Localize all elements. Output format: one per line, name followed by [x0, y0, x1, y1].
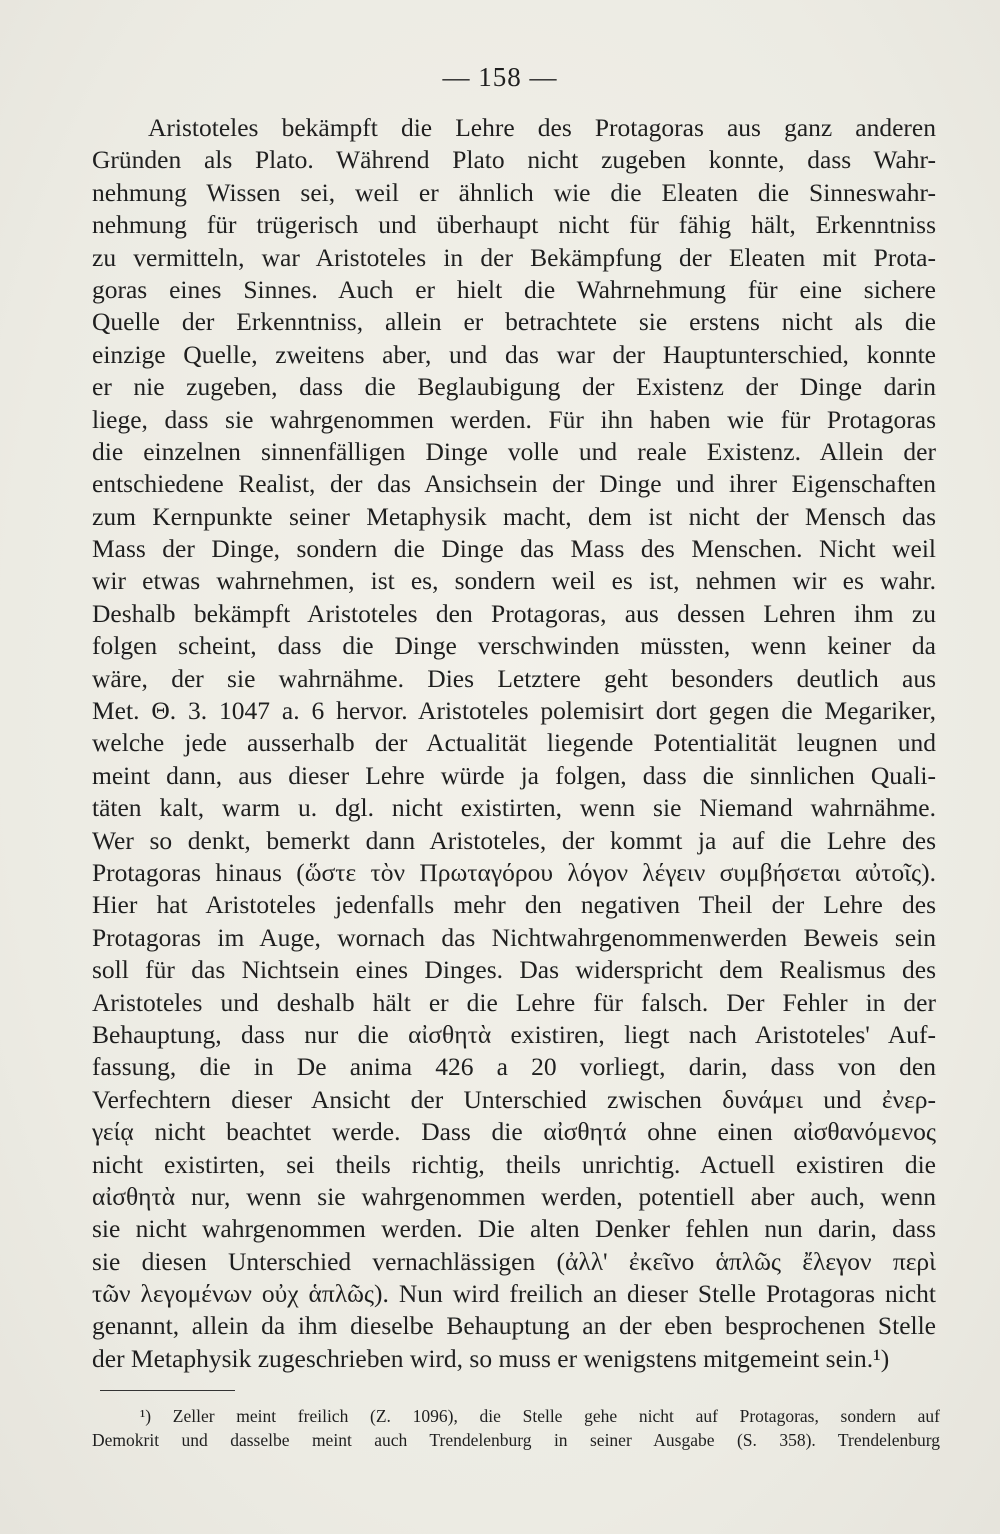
text-line: Protagoras hinaus (ὥστε τὸν Πρωταγόρου λόγον λέγειν συμβήσεται αὐτοῖς). [92, 857, 936, 887]
footnote [92, 1404, 940, 1452]
text-line: einzige Quelle, zweitens aber, und das war der Hauptunterschied, konnte [92, 339, 936, 369]
text-line: fassung, die in De anima 426 a 20 vorliegt, darin, dass von den [92, 1052, 936, 1082]
text-line: Verfechtern dieser Ansicht der Unterschied zwischen δυνάμει und ἐνερ- [92, 1084, 936, 1114]
text-line: wäre, der sie wahrnähme. Dies Letztere geht besonders deutlich aus [92, 663, 936, 693]
text-line: Aristoteles bekämpft die Lehre des Protagoras aus ganz anderen [148, 113, 936, 142]
text-line: liege, dass sie wahrgenommen werden. Für ihn haben wie für Protagoras [92, 404, 936, 434]
text-line: welche jede ausserhalb der Actualität liegende Potentialität leugnen und [92, 728, 936, 758]
text-line: Protagoras im Auge, wornach das Nichtwahrgenommenwerden Beweis sein [92, 922, 936, 952]
body-text [92, 112, 936, 1375]
text-line: goras eines Sinnes. Auch er hielt die Wahrnehmung für eine sichere [92, 274, 936, 304]
text-line: Met. Θ. 3. 1047 a. 6 hervor. Aristoteles polemisirt dort gegen die Megariker, [92, 696, 936, 726]
text-line: Aristoteles und deshalb hält er die Lehre für falsch. Der Fehler in der [92, 987, 936, 1017]
text-line: zum Kernpunkte seiner Metaphysik macht, dem ist nicht der Mensch das [92, 501, 936, 531]
text-line: täten kalt, warm u. dgl. nicht existirten, wenn sie Niemand wahrnähme. [92, 793, 936, 823]
text-line: Behauptung, dass nur die αἰσθητὰ existiren, liegt nach Aristoteles' Auf- [92, 1019, 936, 1049]
text-line: αἰσθητὰ nur, wenn sie wahrgenommen werden, potentiell aber auch, wenn [92, 1181, 936, 1211]
text-line: folgen scheint, dass die Dinge verschwinden müssten, wenn keiner da [92, 631, 936, 661]
text-line: Deshalb bekämpft Aristoteles den Protagoras, aus dessen Lehren ihm zu [92, 598, 936, 628]
text-line: Gründen als Plato. Während Plato nicht zugeben konnte, dass Wahr- [92, 145, 936, 175]
text-line: sie diesen Unterschied vernachlässigen (ἀλλ' ἐκεῖνο ἁπλῶς ἔλεγον περὶ [92, 1246, 936, 1276]
text-line: wir etwas wahrnehmen, ist es, sondern weil es ist, nehmen wir es wahr. [92, 566, 936, 596]
footnote-rule [100, 1390, 235, 1391]
text-line: entschiedene Realist, der das Ansichsein der Dinge und ihrer Eigenschaften [92, 469, 936, 499]
text-line: soll für das Nichtsein eines Dinges. Das widerspricht dem Realismus des [92, 955, 936, 985]
text-line: Wer so denkt, bemerkt dann Aristoteles, der kommt ja auf die Lehre des [92, 825, 936, 855]
text-line: der Metaphysik zugeschrieben wird, so muss er wenigstens mitgemeint sein.¹) [92, 1343, 890, 1373]
footnote-line: ¹) Zeller meint freilich (Z. 1096), die Stelle gehe nicht auf Protagoras, sondern auf [140, 1406, 940, 1426]
text-line: meint dann, aus dieser Lehre würde ja folgen, dass die sinnlichen Quali- [92, 760, 936, 790]
text-line: zu vermitteln, war Aristoteles in der Bekämpfung der Eleaten mit Prota- [92, 242, 936, 272]
footnote-line: Demokrit und dasselbe meint auch Trendelenburg in seiner Ausgabe (S. 358). Trendelenburg [92, 1430, 940, 1450]
text-line: Quelle der Erkenntniss, allein er betrachtete sie erstens nicht als die [92, 307, 936, 337]
text-line: nehmung Wissen sei, weil er ähnlich wie die Eleaten die Sinneswahr- [92, 177, 936, 207]
text-line: Mass der Dinge, sondern die Dinge das Mass des Menschen. Nicht weil [92, 534, 936, 564]
text-line: τῶν λεγομένων οὐχ ἁπλῶς). Nun wird freilich an dieser Stelle Protagoras nicht [92, 1279, 936, 1309]
text-line: Hier hat Aristoteles jedenfalls mehr den negativen Theil der Lehre des [92, 890, 936, 920]
text-line: er nie zugeben, dass die Beglaubigung der Existenz der Dinge darin [92, 372, 936, 402]
text-line: γείᾳ nicht beachtet werde. Dass die αἰσθητά ohne einen αἰσθανόμενος [92, 1117, 936, 1147]
text-line: nicht existirten, sei theils richtig, theils unrichtig. Actuell existiren die [92, 1149, 936, 1179]
page-number: — 158 — [442, 62, 558, 92]
text-line: sie nicht wahrgenommen werden. Die alten Denker fehlen nun darin, dass [92, 1214, 936, 1244]
text-line: nehmung für trügerisch und überhaupt nicht für fähig hält, Erkenntniss [92, 210, 936, 240]
text-line: die einzelnen sinnenfälligen Dinge volle und reale Existenz. Allein der [92, 436, 936, 466]
text-line: genannt, allein da ihm dieselbe Behauptung an der eben besprochenen Stelle [92, 1311, 936, 1341]
